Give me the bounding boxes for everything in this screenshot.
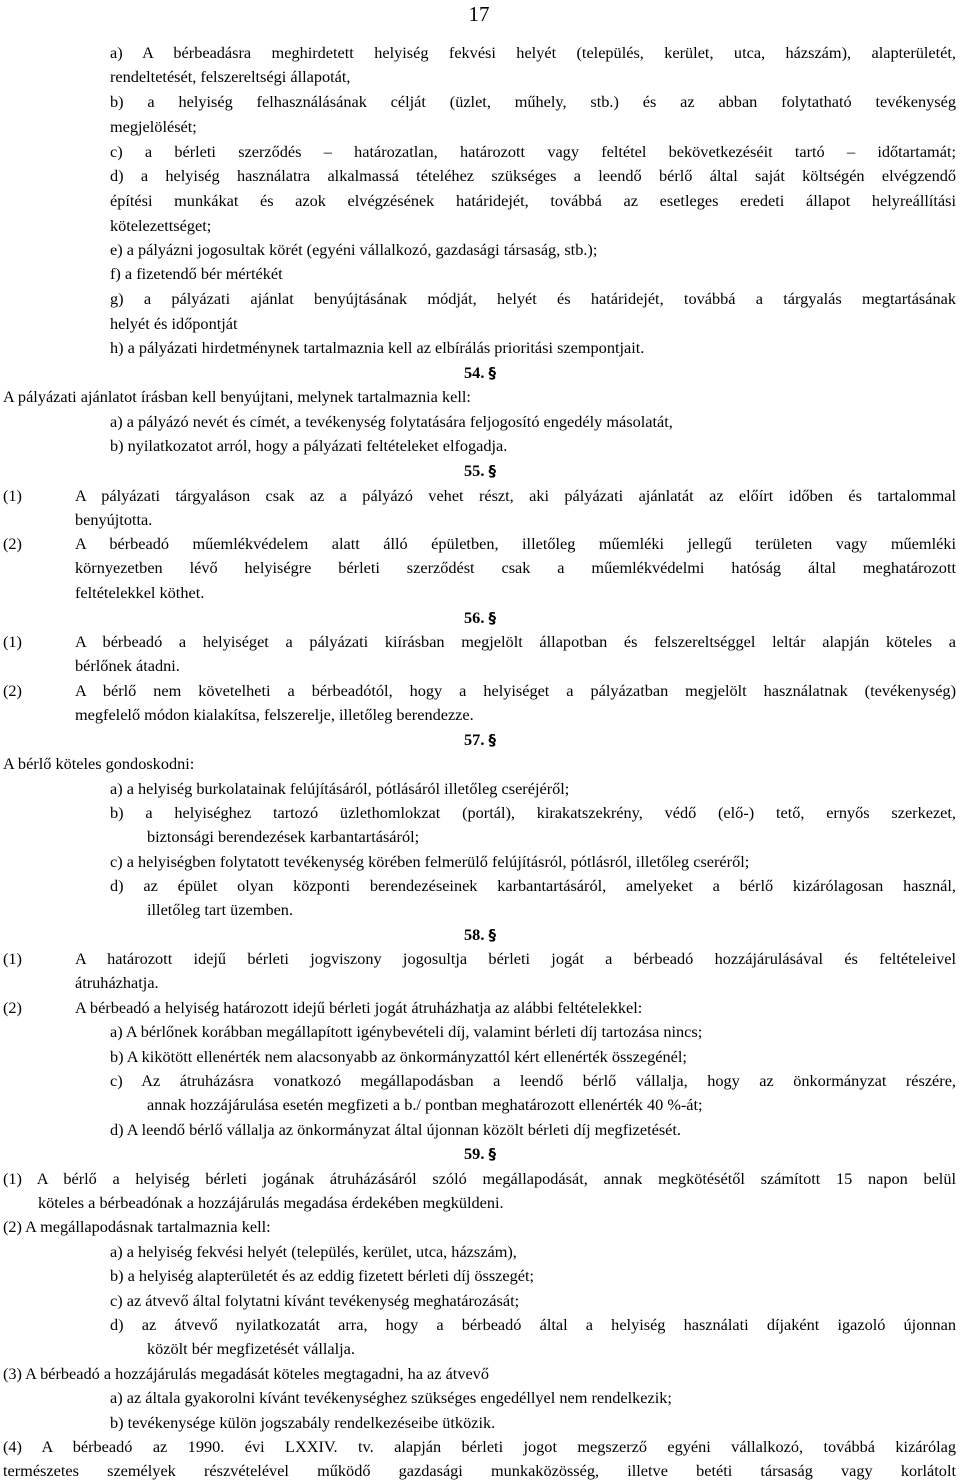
text-line: b) a helyiség felhasználásának célját (üzlet, műhely, stb.) és az abban folytatható tevékenység [110, 92, 956, 111]
section-heading [380, 924, 580, 946]
text-line: A pályázati ajánlatot írásban kell benyújtani, melynek tartalmaznia kell: [3, 387, 471, 406]
section-heading [380, 1143, 580, 1165]
section-number: 55. [464, 461, 489, 480]
text-line: biztonsági berendezések karbantartásáról; [147, 827, 420, 846]
text-line: természetes személyek részvételével működő gazdasági munkaközösség, illetve betéti társaság vagy korlátolt [3, 1461, 956, 1480]
text-line: b) A kikötött ellenérték nem alacsonyabb az önkormányzattól kért ellenérték összegénél; [110, 1047, 687, 1066]
text-line: h) a pályázati hirdetménynek tartalmaznia kell az elbírálás prioritási szempontjait. [110, 338, 645, 357]
section-number: 58. [464, 925, 489, 944]
text-line: építési munkákat és azok elvégzésének határidejét, továbbá az esetleges eredeti állapot helyreállítási [110, 191, 956, 210]
text-line: d) az épület olyan központi berendezéseinek karbantartásáról, amelyeket a bérlő kizárólagosan használ, [110, 876, 956, 895]
text-line: c) az átvevő által folytatni kívánt tevékenység meghatározását; [110, 1291, 520, 1310]
text-line: a) az általa gyakorolni kívánt tevékenységhez szükséges engedéllyel nem rendelkezik; [110, 1388, 672, 1407]
text-line: környezetben lévő helyiségre bérleti szerződést csak a műemlékvédelmi hatóság által meghatározott [75, 558, 956, 577]
section-sign: § [488, 926, 496, 944]
text-line: e) a pályázni jogosultak körét (egyéni vállalkozó, gazdasági társaság, stb.); [110, 240, 598, 259]
text-line: megfelelő módon kialakítsa, felszerelje, illetőleg berendezze. [75, 705, 474, 724]
text-line: (2) [3, 534, 22, 553]
text-line: rendeltetését, felszereltségi állapotát, [110, 67, 351, 86]
text-line: feltételekkel köthet. [75, 583, 205, 602]
section-number: 56. [464, 608, 489, 627]
text-line: a) a helyiség fekvési helyét (település, kerület, utca, házszám), [110, 1242, 517, 1261]
section-number: 54. [464, 363, 489, 382]
section-sign: § [488, 364, 496, 382]
text-line: köteles a bérbeadónak a hozzájárulás megadása érdekében megküldeni. [38, 1193, 504, 1212]
text-line: megjelölését; [110, 117, 197, 136]
section-sign: § [488, 609, 496, 627]
text-line: (2) A megállapodásnak tartalmaznia kell: [3, 1217, 271, 1236]
section-heading [380, 460, 580, 482]
text-line: a) a pályázó nevét és címét, a tevékenység folytatására feljogosító engedély másolatát, [110, 412, 673, 431]
text-line: (1) A bérlő a helyiség bérleti jogának átruházásáról szóló megállapodását, annak megkötésétől számított 15 napon belül [3, 1169, 956, 1188]
section-sign: § [488, 462, 496, 480]
text-line: c) Az átruházásra vonatkozó megállapodásban a leendő bérlő vállalja, hogy az önkormányzat részére, [110, 1071, 956, 1090]
text-line: a) a helyiség burkolatainak felújításáról, pótlásáról illetőleg cseréjéről; [110, 779, 570, 798]
text-line: g) a pályázati ajánlat benyújtásának módját, helyét és határidejét, továbbá a tárgyalás megtartásának [110, 289, 956, 308]
section-heading [380, 362, 580, 384]
text-line: közölt bér megfizetését vállalja. [147, 1339, 355, 1358]
page-number: 17 [468, 2, 490, 26]
section-number: 59. [464, 1144, 489, 1163]
text-line: A bérbeadó a helyiséget a pályázati kiírásban megjelölt állapotban és felszereltséggel leltár alapján köteles a [75, 632, 956, 651]
text-line: kötelezettséget; [110, 216, 212, 235]
text-line: c) a helyiségben folytatott tevékenység körében felmerülő felújításról, pótlásról, illetőleg cseréről; [110, 852, 750, 871]
text-line: A bérlő nem követelheti a bérbeadótól, hogy a helyiséget a pályázatban megjelölt használatnak (tevékenység) [75, 681, 956, 700]
text-line: b) tevékenysége külön jogszabály rendelkezéseibe ütközik. [110, 1413, 496, 1432]
text-line: b) nyilatkozatot arról, hogy a pályázati feltételeket elfogadja. [110, 436, 508, 455]
text-line: bérlőnek átadni. [75, 656, 180, 675]
text-line: b) a helyiséghez tartozó üzlethomlokzat (portál), kirakatszekrény, védő (elő-) tető, ernyős szerkezet, [110, 803, 956, 822]
text-line: d) a helyiség használatra alkalmassá tételéhez szükséges a leendő bérlő által saját költségén elvégzendő [110, 166, 956, 185]
text-line: A pályázati tárgyaláson csak az a pályázó vehet részt, aki pályázati ajánlatát az előírt időben és tartalommal [75, 486, 956, 505]
section-heading [380, 729, 580, 751]
section-number: 57. [464, 730, 489, 749]
text-line: (1) [3, 486, 22, 505]
text-line: b) a helyiség alapterületét és az eddig fizetett bérleti díj összegét; [110, 1266, 535, 1285]
text-line: d) A leendő bérlő vállalja az önkormányzat által újonnan közölt bérleti díj megfizetését. [110, 1120, 681, 1139]
text-line: f) a fizetendő bér mértékét [110, 264, 283, 283]
text-line: d) az átvevő nyilatkozatát arra, hogy a bérbeadó által a helyiség használati díjaként igazoló újonnan [110, 1315, 956, 1334]
text-line: illetőleg tart üzemben. [147, 900, 294, 919]
text-line: A bérlő köteles gondoskodni: [3, 754, 195, 773]
text-line: (3) A bérbeadó a hozzájárulás megadását köteles megtagadni, ha az átvevő [3, 1364, 489, 1383]
text-line: (2) [3, 998, 22, 1017]
section-heading [380, 607, 580, 629]
text-line: (1) [3, 632, 22, 651]
section-sign: § [488, 1145, 496, 1163]
section-sign: § [488, 731, 496, 749]
text-line: A határozott idejű bérleti jogviszony jogosultja bérleti jogát a bérbeadó hozzájárulásával és feltételeivel [75, 949, 956, 968]
text-line: c) a bérleti szerződés – határozatlan, határozott vagy feltétel bekövetkezéséit tartó – időtartamát; [110, 142, 956, 161]
text-line: (2) [3, 681, 22, 700]
text-line: a) A bérbeadásra meghirdetett helyiség fekvési helyét (település, kerület, utca, házszám), alapterületét, [110, 43, 956, 62]
text-line: helyét és időpontját [110, 314, 238, 333]
text-line: annak hozzájárulása esetén megfizeti a b./ pontban meghatározott ellenérték 40 %-át; [147, 1095, 703, 1114]
text-line: átruházhatja. [75, 973, 159, 992]
text-line: A bérbeadó műemlékvédelem alatt álló épületben, illetőleg műemléki jellegű területen vagy műemléki [75, 534, 956, 553]
text-line: a) A bérlőnek korábban megállapított igénybevételi díj, valamint bérleti díj tartozása nincs; [110, 1022, 703, 1041]
text-line: (1) [3, 949, 22, 968]
text-line: A bérbeadó a helyiség határozott idejű bérleti jogát átruházhatja az alábbi feltételekkel: [75, 998, 643, 1017]
text-line: (4) A bérbeadó az 1990. évi LXXIV. tv. alapján bérleti jogot megszerző egyéni vállalkozó, továbbá kizárólag [3, 1437, 956, 1456]
text-line: benyújtotta. [75, 510, 153, 529]
